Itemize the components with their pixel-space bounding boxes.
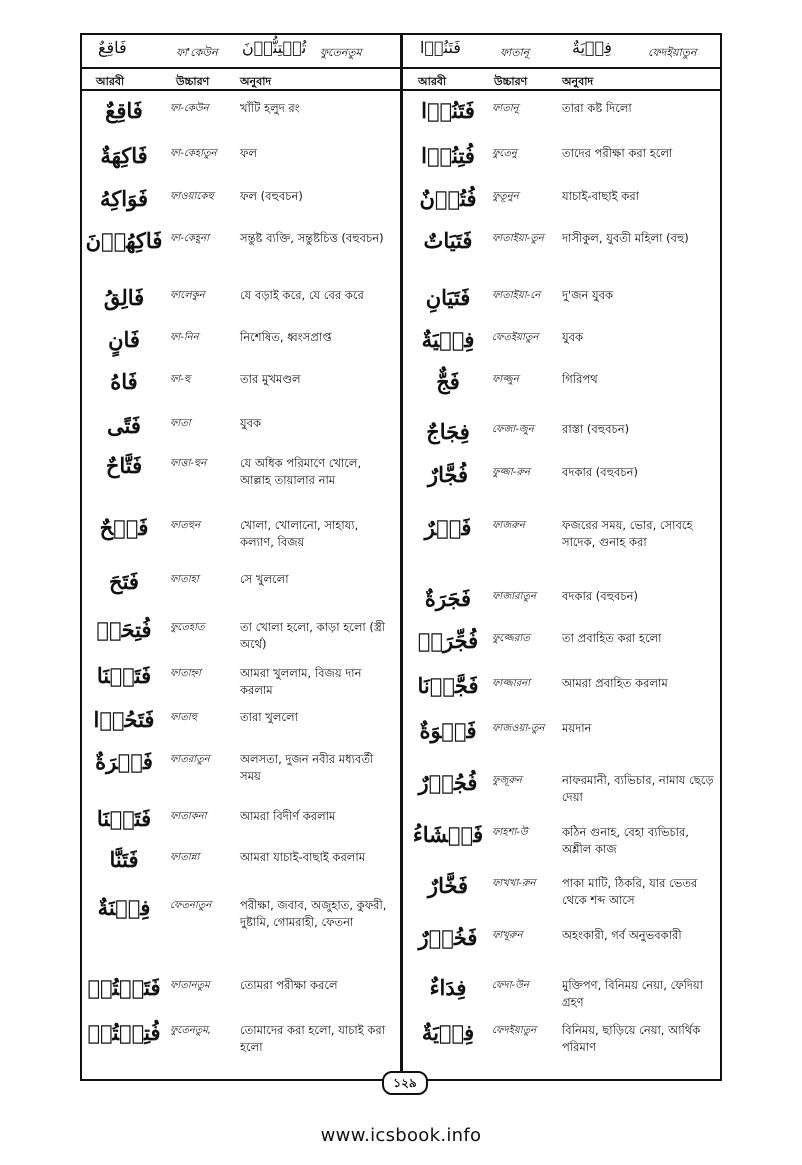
meaning: নাফরমানী, ব্যভিচার, নামায ছেড়ে দেয়া xyxy=(562,773,714,804)
pronunciation: ফাতাইয়া-তুন xyxy=(492,233,544,244)
meaning: আমরা যাচাই-বাছাই করলাম xyxy=(240,850,366,864)
meaning: তোমরা পরীক্ষা করলে xyxy=(240,978,338,992)
page-number: ১২৯ xyxy=(382,1071,428,1095)
col-pron-left: উচ্চারণ xyxy=(176,75,210,88)
arabic-word: فُجِّرَتۡ xyxy=(417,628,479,653)
pronunciation: ফাতাহ্না xyxy=(170,668,201,679)
pronunciation: ফাতাহা xyxy=(170,574,199,585)
arabic-word: فَتَيَاتٌ xyxy=(423,228,473,253)
arabic-word: فِتۡنَةٌ xyxy=(97,895,151,920)
arabic-word: فَانٍ xyxy=(108,327,140,352)
header-right-pron: ফাতানূ xyxy=(500,46,530,59)
meaning: রাস্তা (বহুবচন) xyxy=(562,422,630,436)
pronunciation: ফাতাকনা xyxy=(170,811,207,822)
meaning: যে বড়াই করে, যে বের করে xyxy=(240,288,364,302)
left-column xyxy=(82,35,400,1079)
meaning: যুবক xyxy=(240,416,262,430)
arabic-word: فَتۡحٌ xyxy=(99,515,149,540)
meaning: বদকার (বহুবচন) xyxy=(562,465,638,479)
pronunciation: ফা-নিন xyxy=(170,332,199,343)
header-right-pron2: ফেদইয়াতুন xyxy=(648,46,697,59)
pronunciation: ফাহশা-উ xyxy=(492,827,528,838)
pronunciation: ফুতূনুন xyxy=(492,191,519,202)
meaning: আমরা প্রবাহিত করলাম xyxy=(562,676,668,690)
pronunciation: ফাখখা-রুন xyxy=(492,878,536,889)
arabic-word: فَتَنۡتُمۡ xyxy=(87,975,161,1000)
meaning: তাদের পরীক্ষা করা হলো xyxy=(562,146,673,160)
arabic-word: فَوَاكِهُ xyxy=(100,186,148,211)
col-arabic-left: আরবী xyxy=(96,75,125,88)
col-arabic-right: আরবী xyxy=(418,75,447,88)
meaning: বদকার (বহুবচন) xyxy=(562,589,638,603)
pronunciation: ফাজরুন xyxy=(492,520,525,531)
header-left-pron: ফা'কেউন xyxy=(176,46,218,59)
pronunciation: ফাতাহু xyxy=(170,712,197,723)
center-divider xyxy=(400,35,403,1079)
meaning: মুক্তিপণ, বিনিময় নেয়া, ফেদিয়া গ্রহণ xyxy=(562,978,704,1009)
meaning: গিরিপথ xyxy=(562,372,598,386)
meaning: তোমাদের করা হলো, যাচাই করা হলো xyxy=(240,1023,386,1054)
meaning: ফল (বহুবচন) xyxy=(240,189,303,203)
pronunciation: ফেজা-জুন xyxy=(492,424,534,435)
pronunciation: ফাতহুন xyxy=(170,520,201,531)
arabic-word: فَجٌّ xyxy=(436,369,460,394)
pronunciation: ফাখূরুন xyxy=(492,930,523,941)
pronunciation: ফুজ্জেরাত xyxy=(492,633,530,644)
meaning: তারা কষ্ট দিলো xyxy=(562,101,632,115)
arabic-word: فَجَرَةٌ xyxy=(424,586,472,611)
arabic-word: فَتَّاحٌ xyxy=(105,453,143,478)
pronunciation: ফাতান্না xyxy=(170,852,200,863)
website-url: www.icsbook.info xyxy=(320,1125,482,1146)
arabic-word: فَجۡرٌ xyxy=(424,515,472,540)
arabic-word: فَتَنَّا xyxy=(109,847,139,872)
arabic-word: فَتَحۡنَا xyxy=(96,663,152,688)
meaning: দু'জন যুবক xyxy=(562,288,614,302)
meaning: পাকা মাটি, ঠিকরি, যার ভেতর থেকে শব্দ আসে xyxy=(562,876,698,907)
pronunciation: ফালেকুন xyxy=(170,290,205,301)
arabic-word: فَخُوۡرٌ xyxy=(418,925,478,950)
pronunciation: ফাতা xyxy=(170,418,191,429)
arabic-word: فَاقِعٌ xyxy=(105,98,143,123)
pronunciation: ফাতাইয়া-নে xyxy=(492,290,541,301)
meaning: পরীক্ষা, জবাব, অজুহাত, কুফরী, দুষ্টামি, গোমরাহী, ফেতনা xyxy=(240,898,387,929)
meaning: খাঁটি হলুদ রং xyxy=(240,101,300,115)
pronunciation: ফেতইয়াতুন xyxy=(492,332,539,343)
pronunciation: ফাতানূ xyxy=(492,103,519,114)
arabic-word: فَجَّرۡنَا xyxy=(417,673,479,698)
pronunciation: ফুজূরুন xyxy=(492,775,522,786)
pronunciation: ফাত্তা-হুন xyxy=(170,458,207,469)
arabic-word: فَخَّارٌ xyxy=(427,873,469,898)
meaning: আমরা খুললাম, বিজয় দান করলাম xyxy=(240,666,362,697)
header-right-arabic2: فِدۡيَةٌ xyxy=(572,38,612,57)
arabic-word: فِجَاجٌ xyxy=(426,419,470,444)
arabic-word: فَاكِهُوۡنَ xyxy=(85,228,163,253)
meaning: অলসতা, দুজন নবীর মধ্যবর্তী সময় xyxy=(240,752,374,783)
arabic-word: فَجۡوَةٌ xyxy=(419,718,477,743)
pronunciation: ফাজ্জুন xyxy=(492,374,519,385)
pronunciation: ফাতরাতুন xyxy=(170,754,210,765)
meaning: যে অধিক পরিমাণে খোলে, আল্লাহ তায়ালার নাম xyxy=(240,456,362,487)
pronunciation: ফুতেনতুম, xyxy=(170,1025,212,1036)
arabic-word: فَالِقُ xyxy=(103,285,145,310)
meaning: ফজরের সময়, ভোর, সোবহে সাদেক, গুনাহ করা xyxy=(562,518,693,549)
meaning: তার মুখমণ্ডল xyxy=(240,372,301,386)
meaning: সে খুললো xyxy=(240,572,289,586)
pronunciation: ফাজওয়া-তুন xyxy=(492,723,545,734)
header-left-arabic2: تُفۡتِنُّوۡنَ xyxy=(242,38,307,57)
arabic-word: فَتًى xyxy=(107,413,141,438)
arabic-word: فَتَقۡنَا xyxy=(96,806,152,831)
dictionary-page xyxy=(80,33,722,1090)
arabic-word: فَتَنُوۡا xyxy=(421,98,475,123)
pronunciation: ফেদা-উন xyxy=(492,980,529,991)
arabic-word: فَتَحَ xyxy=(109,569,139,594)
pronunciation: ফুতেহাত xyxy=(170,622,205,633)
arabic-word: فَحۡشَاءُ xyxy=(412,822,484,847)
meaning: তা খোলা হলো, কাড়া হলো (স্ত্রী অর্থে) xyxy=(240,620,386,651)
pronunciation: ফা-কেহূনা xyxy=(170,233,209,244)
header-left-arabic: فَاقِعٌ xyxy=(98,38,127,57)
arabic-word: فِدۡيَةٌ xyxy=(421,1020,475,1045)
pronunciation: ফুজ্জা-রুন xyxy=(492,467,530,478)
meaning: সন্তুষ্ট ব্যক্তি, সন্তুষ্টচিত্ত (বহুবচন) xyxy=(240,231,384,245)
pronunciation: ফা-কেহাতুন xyxy=(170,148,217,159)
meaning: নিশেষিত, ধ্বংসপ্রাপ্ত xyxy=(240,330,332,344)
arabic-word: فُتِنُوۡا xyxy=(421,143,475,168)
header-left-pron2: ফুতেনতুম xyxy=(320,46,362,59)
pronunciation: ফা-হু xyxy=(170,374,191,385)
meaning: ফল xyxy=(240,146,257,160)
arabic-word: فُتِحَتۡ xyxy=(96,617,152,642)
arabic-word: فِدَاءٌ xyxy=(429,975,467,1000)
pronunciation: ফাজারাতুন xyxy=(492,591,536,602)
pronunciation: ফেতনাতুন xyxy=(170,900,212,911)
arabic-word: فُتِنۡتُمۡ xyxy=(87,1020,161,1045)
meaning: তারা খুললো xyxy=(240,710,298,724)
header-right-arabic: فَتَنُوۡا xyxy=(420,38,461,57)
arabic-word: فُجَّارٌ xyxy=(427,462,469,487)
pronunciation: ফুতেনু xyxy=(492,148,517,159)
meaning: বিনিময়, ছাড়িয়ে নেয়া, আর্থিক পরিমাণ xyxy=(562,1023,701,1054)
col-meaning-left: অনুবাদ xyxy=(240,75,272,88)
pronunciation: ফাজ্জারনা xyxy=(492,678,530,689)
arabic-word: فُجُوۡرٌ xyxy=(418,770,478,795)
meaning: ময়দান xyxy=(562,721,592,735)
meaning: দাসীকুল, যুবতী মহিলা (বহু) xyxy=(562,231,689,245)
pronunciation: ফাওয়াকেহু xyxy=(170,191,214,202)
col-meaning-right: অনুবাদ xyxy=(562,75,594,88)
meaning: তা প্রবাহিত করা হলো xyxy=(562,631,662,645)
pronunciation: ফা-কেউন xyxy=(170,103,209,114)
meaning: খোলা, খোলানো, সাহায্য, কল্যাণ, বিজয় xyxy=(240,518,359,549)
arabic-word: فِتۡيَةٌ xyxy=(421,327,475,352)
meaning: কঠিন গুনাহ, বেহা ব্যভিচার, অশ্লীল কাজ xyxy=(562,825,689,856)
meaning: যাচাই-বাছাই করা xyxy=(562,189,640,203)
col-pron-right: উচ্চারণ xyxy=(494,75,528,88)
arabic-word: فُتُوۡنٌ xyxy=(419,186,477,211)
arabic-word: فَتَحُوۡا xyxy=(93,707,155,732)
arabic-word: فَتَيَانِ xyxy=(425,285,471,310)
arabic-word: فَاكِهَةٌ xyxy=(100,143,148,168)
meaning: যুবক xyxy=(562,330,584,344)
pronunciation: ফেদইয়াতুন xyxy=(492,1025,537,1036)
right-column xyxy=(404,35,722,1079)
arabic-word: فَتۡرَةٌ xyxy=(95,749,153,774)
meaning: অহংকারী, গর্ব অনুভবকারী xyxy=(562,928,682,942)
meaning: আমরা বিদীর্ণ করলাম xyxy=(240,809,336,823)
pronunciation: ফাতানতুম xyxy=(170,980,210,991)
arabic-word: فَاهُ xyxy=(110,369,138,394)
